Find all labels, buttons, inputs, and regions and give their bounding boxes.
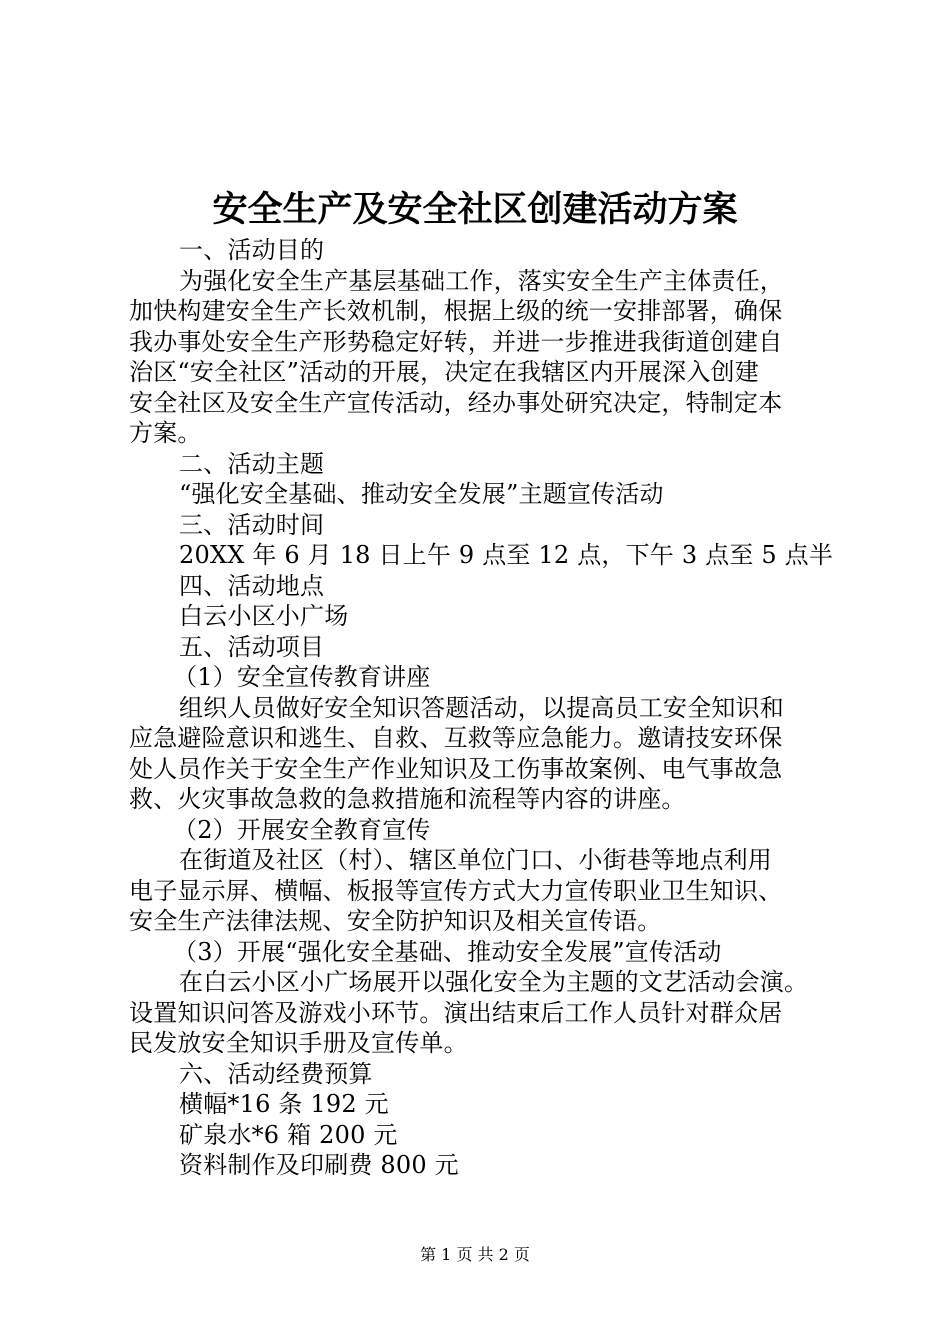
text-line: 20XX 年 6 月 18 日上午 9 点至 12 点，下午 3 点至 5 点半 xyxy=(179,541,834,569)
text-line: 民发放安全知识手册及宣传单。 xyxy=(129,1029,468,1057)
text-line: 四、活动地点 xyxy=(179,571,325,600)
text-line: （2）开展安全教育宣传 xyxy=(173,815,431,844)
text-line: “强化安全基础、推动安全发展”主题宣传活动 xyxy=(179,480,664,508)
text-line: 电子显示屏、横幅、板报等宣传方式大力宣传职业卫生知识、 xyxy=(129,876,783,905)
text-line: 白云小区小广场 xyxy=(179,602,349,630)
text-line: 为强化安全生产基层基础工作，落实安全生产主体责任， xyxy=(179,266,784,295)
text-line: 组织人员做好安全知识答题活动，以提高员工安全知识和 xyxy=(179,693,784,722)
text-line: 在白云小区小广场展开以强化安全为主题的文艺活动会演。 xyxy=(179,968,809,996)
text-line: （1）安全宣传教育讲座 xyxy=(173,663,431,691)
document-title: 安全生产及安全社区创建活动方案 xyxy=(212,189,738,230)
text-line: 处人员作关于安全生产作业知识及工伤事故案例、电气事故急 xyxy=(129,754,783,783)
text-line: 矿泉水*6 箱 200 元 xyxy=(179,1120,398,1149)
text-line: 二、活动主题 xyxy=(179,449,325,478)
text-line: （3）开展“强化安全基础、推动安全发展”宣传活动 xyxy=(173,937,722,966)
text-line: 应急避险意识和逃生、自救、互救等应急能力。邀请技安环保 xyxy=(129,724,783,752)
text-line: 方案。 xyxy=(129,419,202,447)
document-body xyxy=(129,235,834,1181)
text-line: 三、活动时间 xyxy=(179,510,325,539)
text-line: 六、活动经费预算 xyxy=(179,1059,373,1088)
text-line: 设置知识问答及游戏小环节。演出结束后工作人员针对群众居 xyxy=(129,998,783,1027)
page-footer: 第 1 页 共 2 页 xyxy=(420,1245,530,1264)
text-line: 横幅*16 条 192 元 xyxy=(179,1090,389,1118)
text-line: 一、活动目的 xyxy=(179,236,325,264)
text-line: 加快构建安全生产长效机制，根据上级的统一安排部署，确保 xyxy=(129,297,783,325)
text-line: 安全社区及安全生产宣传活动，经办事处研究决定，特制定本 xyxy=(129,388,783,417)
text-line: 在街道及社区（村）、辖区单位门口、小街巷等地点利用 xyxy=(179,846,772,874)
text-line: 我办事处安全生产形势稳定好转，并进一步推进我街道创建自 xyxy=(129,327,783,356)
text-line: 资料制作及印刷费 800 元 xyxy=(179,1151,459,1179)
text-line: 安全生产法律法规、安全防护知识及相关宣传语。 xyxy=(129,907,662,935)
text-line: 五、活动项目 xyxy=(179,632,325,661)
text-line: 治区“安全社区”活动的开展，决定在我辖区内开展深入创建 xyxy=(129,358,759,386)
text-line: 救、火灾事故急救的急救措施和流程等内容的讲座。 xyxy=(129,785,686,813)
